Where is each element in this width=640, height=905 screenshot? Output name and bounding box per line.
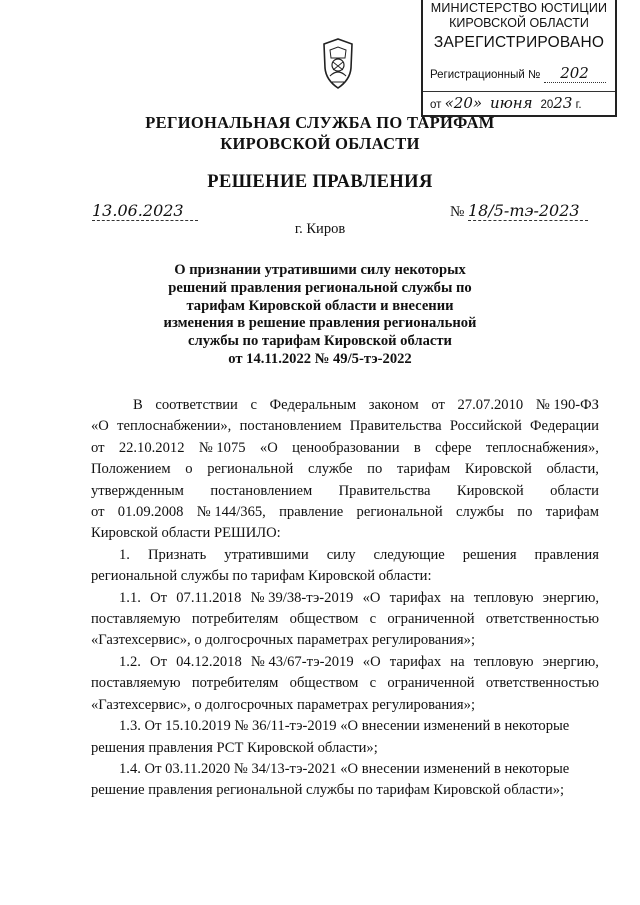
text-line: «Газтехсервис», о долгосрочных параметрах регулирования»;: [91, 632, 475, 649]
word: ответственностью: [485, 675, 599, 692]
text-line: [91, 545, 599, 566]
word: постановлением: [239, 418, 342, 435]
text-line: [91, 652, 599, 673]
document-title: [120, 262, 520, 369]
word: региональной: [356, 504, 443, 521]
word: «О: [91, 418, 109, 435]
word: Положением: [91, 461, 171, 478]
word: Правительства: [349, 418, 442, 435]
word: № 1075: [198, 439, 246, 456]
word: обществом: [289, 675, 359, 692]
word: «О: [362, 589, 381, 606]
document-type: РЕШЕНИЕ ПРАВЛЕНИЯ: [207, 172, 433, 192]
word: ценообразовании: [292, 439, 400, 456]
word: обществом: [289, 611, 359, 628]
word: с: [369, 675, 377, 692]
word: тепловую: [473, 589, 534, 606]
word: поставляемую: [91, 611, 181, 628]
word: От: [150, 653, 167, 670]
word: 07.11.2018: [176, 589, 242, 606]
stamp-date: [423, 94, 622, 112]
title-line: О признании утратившими силу некоторых: [174, 262, 466, 278]
stamp-date-year-prefix: 20: [540, 99, 554, 111]
word: в: [413, 439, 421, 456]
text-line: решение правления региональной службы по тарифам Кировской области»;: [91, 782, 565, 799]
word: № 144/365,: [196, 504, 266, 521]
text-line: 1.4. От 03.11.2020 № 34/13-тэ-2021 «О внесении изменений в некоторые: [119, 760, 570, 777]
stamp-reg-number: 202: [544, 64, 606, 83]
word: по: [367, 461, 383, 478]
word: региональной: [207, 461, 294, 478]
paragraph-item-1: [91, 545, 599, 588]
city: г. Киров: [294, 221, 346, 237]
word: ответственностью: [485, 611, 599, 628]
word: постановлением: [210, 482, 313, 499]
word: № 43/67-тэ-2019: [250, 653, 354, 670]
word: № 39/38-тэ-2019: [250, 589, 354, 606]
word: правление: [279, 504, 344, 521]
text-line: [91, 395, 599, 416]
word: о: [185, 461, 193, 478]
paragraph-item-1-3: [91, 716, 599, 759]
word: на: [450, 653, 465, 670]
word: Федерации: [530, 418, 599, 435]
word: 27.07.2010: [457, 397, 524, 413]
paragraph-preamble: [91, 395, 599, 545]
stamp-date-year-suffix: г.: [575, 99, 582, 111]
title-line: тарифам Кировской области и внесении: [186, 297, 454, 314]
word: От: [150, 589, 168, 606]
stamp-registration-number: [423, 64, 622, 83]
text-line: [91, 481, 599, 502]
stamp-date-year: 23: [553, 94, 573, 112]
word: службы: [455, 504, 504, 521]
word: законом: [368, 397, 419, 413]
word: потребителям: [191, 611, 279, 628]
word: с: [369, 611, 377, 628]
word: ограниченной: [387, 675, 475, 692]
word: Кировской: [456, 482, 524, 499]
text-line: [91, 459, 599, 480]
stamp-date-from: от: [430, 99, 442, 111]
text-line: региональной службы по тарифам Кировской области:: [91, 568, 432, 585]
document-body: [91, 395, 599, 802]
word: «О: [259, 439, 278, 456]
text-line: [91, 609, 599, 630]
word: Признать: [147, 546, 207, 563]
word: решения: [462, 546, 517, 563]
word: 1.1.: [119, 589, 141, 606]
word: № 190-ФЗ: [535, 397, 599, 413]
word: энергию,: [542, 589, 599, 606]
stamp-divider: [423, 91, 615, 92]
decision-date: 13.06.2023: [92, 201, 198, 221]
text-line: 1.3. От 15.10.2019 № 36/11-тэ-2019 «О внесении изменений в некоторые: [119, 718, 570, 735]
word: силу: [326, 546, 356, 563]
word: от: [91, 504, 105, 521]
word: поставляемую: [91, 675, 181, 692]
registration-stamp: [421, 0, 617, 117]
paragraph-item-1-2: [91, 652, 599, 716]
word: 22.10.2012: [118, 439, 185, 456]
organization-line-2: КИРОВСКОЙ ОБЛАСТИ: [220, 134, 420, 153]
word: области: [550, 482, 599, 499]
word: 1.: [119, 546, 130, 563]
text-line: решения правления РСТ Кировской области»;: [91, 739, 378, 756]
text-line: [91, 673, 599, 694]
word: 1.2.: [119, 653, 141, 670]
text-line: [91, 438, 599, 459]
word: Кировской: [464, 461, 532, 478]
title-line: от 14.11.2022 № 49/5-тэ-2022: [228, 350, 412, 367]
word: тепловую: [473, 653, 534, 670]
word: тарифам: [545, 504, 599, 521]
word: правления: [534, 546, 599, 563]
decision-number: 18/5-тэ-2023: [468, 201, 588, 221]
word: теплоснабжения»,: [485, 439, 599, 456]
text-line: Кировской области РЕШИЛО:: [91, 525, 281, 542]
word: тарифах: [389, 589, 441, 606]
title-line: решений правления региональной службы по: [168, 279, 472, 296]
word: ограниченной: [387, 611, 475, 628]
word: с: [250, 397, 257, 413]
word: по: [517, 504, 533, 521]
word: Правительства: [338, 482, 431, 499]
word: тарифам: [396, 461, 451, 478]
word: от: [431, 397, 445, 413]
decision-number-label: №: [450, 204, 465, 220]
word: 01.09.2008: [117, 504, 184, 521]
word: утвержденным: [91, 482, 184, 499]
word: В: [133, 397, 143, 413]
word: утратившими: [224, 546, 309, 563]
word: Федеральным: [269, 397, 357, 413]
stamp-date-day: «20»: [444, 94, 483, 112]
word: области,: [546, 461, 599, 478]
paragraph-item-1-1: [91, 588, 599, 652]
word: Российской: [449, 418, 522, 435]
stamp-ministry: МИНИСТЕРСТВО ЮСТИЦИИ: [430, 1, 608, 15]
coat-of-arms-icon: [318, 38, 358, 90]
paragraph-item-1-4: [91, 759, 599, 802]
text-line: «Газтехсервис», о долгосрочных параметрах регулирования»;: [91, 696, 475, 713]
title-line: службы по тарифам Кировской области: [188, 333, 452, 350]
word: службе: [308, 461, 353, 478]
word: соответствии: [155, 397, 238, 413]
stamp-reg-label: Регистрационный №: [430, 69, 541, 81]
stamp-region: КИРОВСКОЙ ОБЛАСТИ: [449, 16, 589, 30]
stamp-date-month: июня: [489, 94, 533, 112]
word: «О: [362, 653, 381, 670]
text-line: [91, 416, 599, 437]
word: сфере: [435, 439, 472, 456]
word: 04.12.2018: [176, 653, 242, 670]
text-line: [91, 502, 599, 523]
word: на: [450, 589, 465, 606]
organization-line-1: РЕГИОНАЛЬНАЯ СЛУЖБА ПО ТАРИФАМ: [145, 113, 495, 132]
word: следующие: [373, 546, 445, 563]
title-line: изменения в решение правления региональной: [163, 315, 477, 332]
stamp-registered: ЗАРЕГИСТРИРОВАНО: [433, 34, 605, 51]
word: теплоснабжении»,: [117, 418, 232, 435]
word: потребителям: [191, 675, 279, 692]
word: тарифах: [389, 653, 442, 670]
text-line: [91, 588, 599, 609]
word: энергию,: [542, 653, 599, 670]
word: от: [91, 439, 105, 456]
